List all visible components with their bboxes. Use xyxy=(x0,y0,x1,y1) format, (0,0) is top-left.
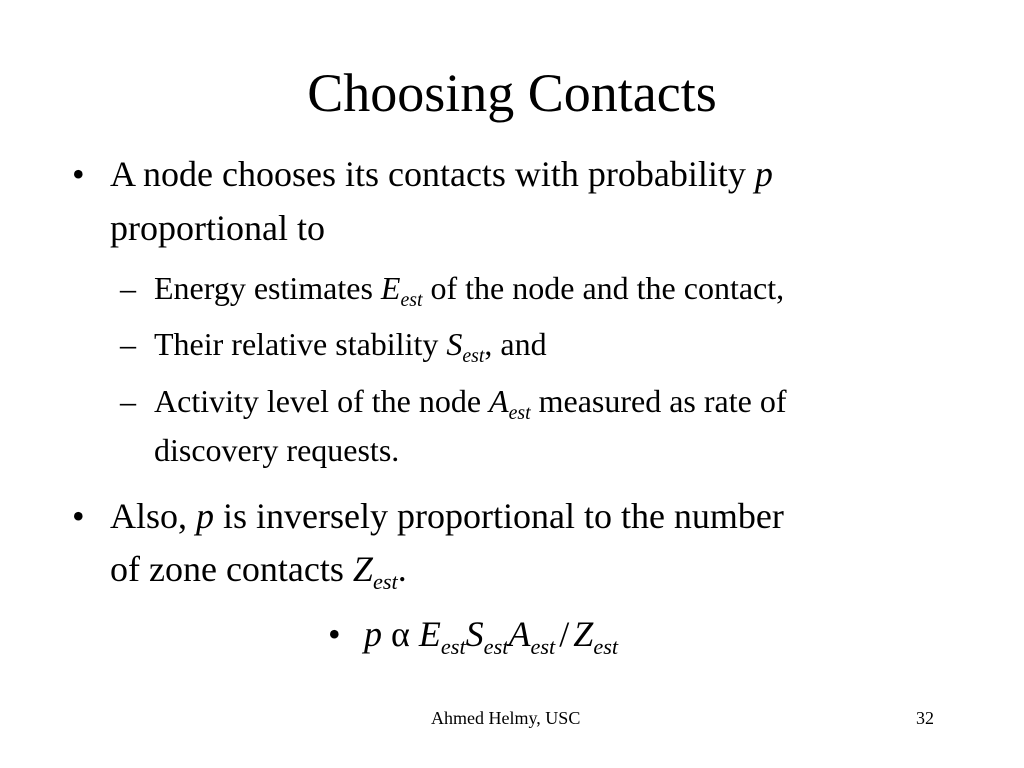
subitem-activity-line-2: discovery requests. xyxy=(154,432,400,468)
formula: p α $E_{est}S_{est}A_{est} / Z_{est}$ xyxy=(364,614,619,659)
bullet-marker: • xyxy=(72,154,85,194)
page-number: 32 xyxy=(916,708,934,728)
dash-marker: – xyxy=(120,383,136,419)
bullet-marker: • xyxy=(72,496,85,536)
slide-title: Choosing Contacts xyxy=(307,63,717,123)
dash-marker: – xyxy=(120,270,136,306)
dash-marker: – xyxy=(120,326,136,362)
bullet-2-line-2: of zone contacts $Z_{est}$. xyxy=(110,549,407,594)
formula-bullet-marker: • xyxy=(328,614,341,654)
subitem-stability: Their relative stability $S_{est}$, and xyxy=(154,326,547,367)
bullet-2-line-1: Also, p is inversely proportional to the number xyxy=(110,496,784,536)
bullet-1-line-1: A node chooses its contacts with probability p xyxy=(110,154,773,194)
subitem-energy: Energy estimates $E_{est}$ of the node and the contact, xyxy=(154,270,785,311)
subitem-activity: Activity level of the node $A_{est}$ measured as rate of xyxy=(154,383,787,424)
footer-author: Ahmed Helmy, USC xyxy=(431,708,581,728)
bullet-1-line-2: proportional to xyxy=(110,208,325,248)
